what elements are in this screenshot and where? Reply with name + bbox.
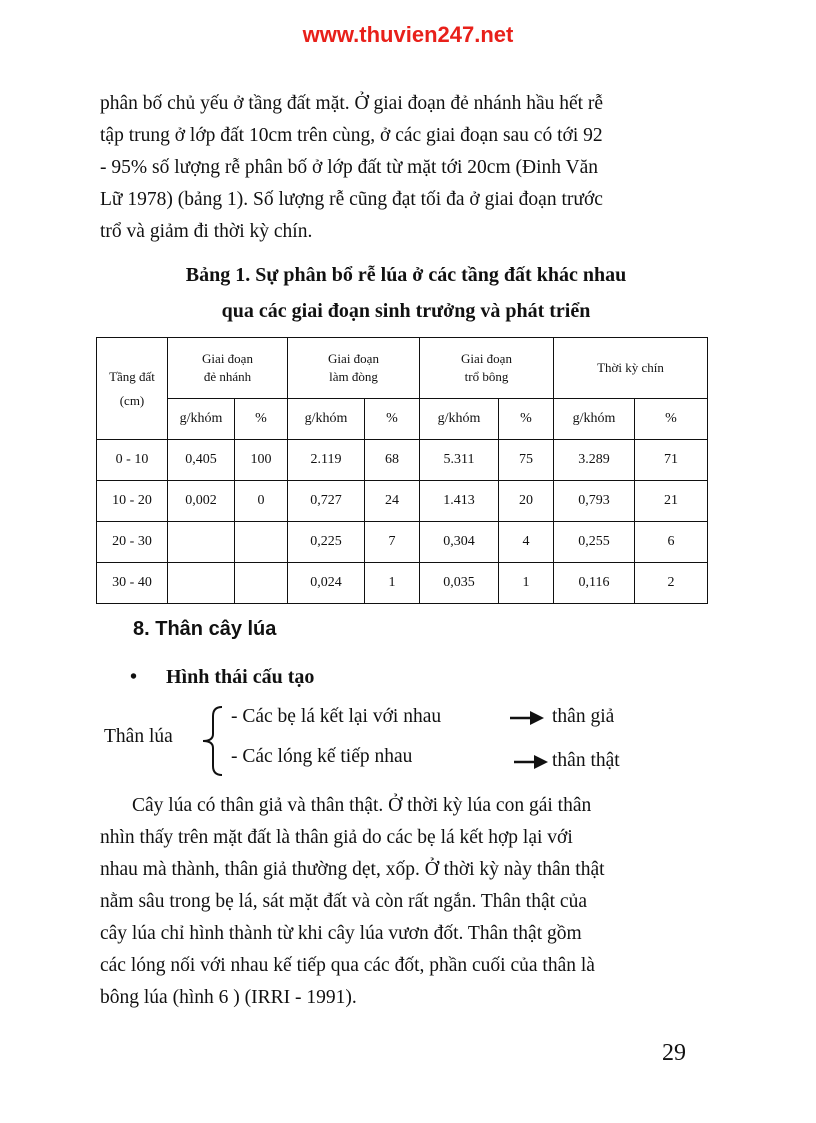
value-cell: 1 bbox=[365, 563, 420, 604]
depth-cell: 10 - 20 bbox=[97, 481, 168, 522]
value-cell bbox=[235, 563, 288, 604]
sub-header-weight: g/khóm bbox=[554, 399, 635, 440]
value-cell: 24 bbox=[365, 481, 420, 522]
table-caption-line-2: qua các giai đoạn sinh trưởng và phát triển bbox=[221, 300, 591, 322]
stage-header-tillering bbox=[168, 338, 288, 399]
value-cell: 68 bbox=[365, 440, 420, 481]
paragraph-line: bông lúa (hình 6 ) (IRRI - 1991). bbox=[100, 987, 357, 1008]
depth-cell: 0 - 10 bbox=[97, 440, 168, 481]
sub-header-percent: % bbox=[499, 399, 554, 440]
sub-header-weight: g/khóm bbox=[420, 399, 499, 440]
value-cell: 5.311 bbox=[420, 440, 499, 481]
stage-header-line: Thời kỳ chín bbox=[597, 360, 664, 375]
value-cell: 0,727 bbox=[288, 481, 365, 522]
stem-result-2: thân thật bbox=[552, 750, 620, 771]
stage-header-ripening bbox=[554, 338, 708, 399]
paragraph-line: nhau mà thành, thân giả thường dẹt, xốp. Ở thời kỳ này thân thật bbox=[100, 859, 605, 880]
stem-item-2: - Các lóng kế tiếp nhau bbox=[231, 746, 413, 767]
paragraph-line: tập trung ở lớp đất 10cm trên cùng, ở các giai đoạn sau có tới 92 bbox=[100, 125, 603, 146]
table-row bbox=[97, 522, 708, 563]
stage-header-line: trổ bông bbox=[464, 369, 509, 384]
arrow-right-icon bbox=[508, 708, 546, 728]
value-cell: 0,304 bbox=[420, 522, 499, 563]
table-row bbox=[97, 440, 708, 481]
value-cell: 1.413 bbox=[420, 481, 499, 522]
value-cell: 0,405 bbox=[168, 440, 235, 481]
value-cell: 3.289 bbox=[554, 440, 635, 481]
value-cell: 0,793 bbox=[554, 481, 635, 522]
value-cell bbox=[168, 563, 235, 604]
stem-item-1: - Các bẹ lá kết lại với nhau bbox=[231, 706, 442, 727]
value-cell: 2 bbox=[635, 563, 708, 604]
depth-header-line-1: Tầng đất bbox=[109, 368, 155, 384]
paragraph-line: - 95% số lượng rễ phân bố ở lớp đất từ mặt tới 20cm (Đinh Văn bbox=[100, 157, 598, 178]
root-distribution-table bbox=[96, 337, 708, 604]
value-cell: 2.119 bbox=[288, 440, 365, 481]
paragraph-1 bbox=[100, 88, 708, 248]
stage-header-line: Giai đoạn bbox=[328, 351, 379, 366]
value-cell: 7 bbox=[365, 522, 420, 563]
value-cell: 20 bbox=[499, 481, 554, 522]
paragraph-line: trổ và giảm đi thời kỳ chín. bbox=[100, 221, 313, 242]
paragraph-line: nhìn thấy trên mặt đất là thân giả do các bẹ lá kết hợp lại với bbox=[100, 827, 573, 848]
value-cell: 1 bbox=[499, 563, 554, 604]
stage-header-line: Giai đoạn bbox=[202, 351, 253, 366]
sub-header-percent: % bbox=[365, 399, 420, 440]
value-cell: 75 bbox=[499, 440, 554, 481]
value-cell: 0 bbox=[235, 481, 288, 522]
sub-header-percent: % bbox=[635, 399, 708, 440]
value-cell bbox=[168, 522, 235, 563]
sub-header-weight: g/khóm bbox=[168, 399, 235, 440]
value-cell: 71 bbox=[635, 440, 708, 481]
header-url[interactable]: www.thuvien247.net bbox=[302, 22, 514, 47]
value-cell: 6 bbox=[635, 522, 708, 563]
depth-header bbox=[97, 338, 168, 440]
value-cell: 0,255 bbox=[554, 522, 635, 563]
table-caption-line-1: Bảng 1. Sự phân bổ rễ lúa ở các tầng đất khác nhau bbox=[185, 264, 627, 286]
sub-header-weight: g/khóm bbox=[288, 399, 365, 440]
paragraph-line: các lóng nối với nhau kế tiếp qua các đốt, phần cuối của thân là bbox=[100, 955, 595, 976]
paragraph-line: Lữ 1978) (bảng 1). Số lượng rễ cũng đạt tối đa ở giai đoạn trước bbox=[100, 189, 603, 210]
stage-header-heading bbox=[420, 338, 554, 399]
stem-result-1: thân giả bbox=[552, 706, 615, 727]
stage-header-line: Giai đoạn bbox=[461, 351, 512, 366]
value-cell: 0,002 bbox=[168, 481, 235, 522]
stem-diagram bbox=[100, 700, 720, 786]
paragraph-line: phân bố chủ yếu ở tầng đất mặt. Ở giai đoạn đẻ nhánh hầu hết rễ bbox=[100, 93, 604, 114]
bullet-text: Hình thái cấu tạo bbox=[166, 666, 315, 688]
value-cell: 21 bbox=[635, 481, 708, 522]
paragraph-line: nằm sâu trong bẹ lá, sát mặt đất và còn rất ngắn. Thân thật của bbox=[100, 891, 587, 912]
depth-cell: 30 - 40 bbox=[97, 563, 168, 604]
value-cell: 0,116 bbox=[554, 563, 635, 604]
value-cell: 0,035 bbox=[420, 563, 499, 604]
stem-label: Thân lúa bbox=[104, 726, 173, 747]
paragraph-line: Cây lúa có thân giả và thân thật. Ở thời kỳ lúa con gái thân bbox=[132, 795, 592, 816]
value-cell bbox=[235, 522, 288, 563]
value-cell: 100 bbox=[235, 440, 288, 481]
value-cell: 0,024 bbox=[288, 563, 365, 604]
arrow-right-icon bbox=[512, 752, 550, 772]
stage-header-line: làm đòng bbox=[329, 369, 378, 384]
table-row bbox=[97, 563, 708, 604]
table-row bbox=[97, 481, 708, 522]
stage-header-panicle-initiation bbox=[288, 338, 420, 399]
bullet-dot: • bbox=[130, 666, 138, 688]
page-number: 29 bbox=[662, 1040, 686, 1066]
section-title: 8. Thân cây lúa bbox=[133, 618, 277, 640]
value-cell: 4 bbox=[499, 522, 554, 563]
stage-header-line: đẻ nhánh bbox=[203, 369, 252, 384]
paragraph-2 bbox=[100, 790, 708, 1014]
depth-cell: 20 - 30 bbox=[97, 522, 168, 563]
paragraph-line: cây lúa chỉ hình thành từ khi cây lúa vươn đốt. Thân thật gồm bbox=[100, 923, 582, 944]
bullet-heading bbox=[130, 666, 314, 689]
brace-icon bbox=[196, 704, 226, 778]
depth-header-line-2: (cm) bbox=[119, 392, 145, 408]
value-cell: 0,225 bbox=[288, 522, 365, 563]
sub-header-percent: % bbox=[235, 399, 288, 440]
